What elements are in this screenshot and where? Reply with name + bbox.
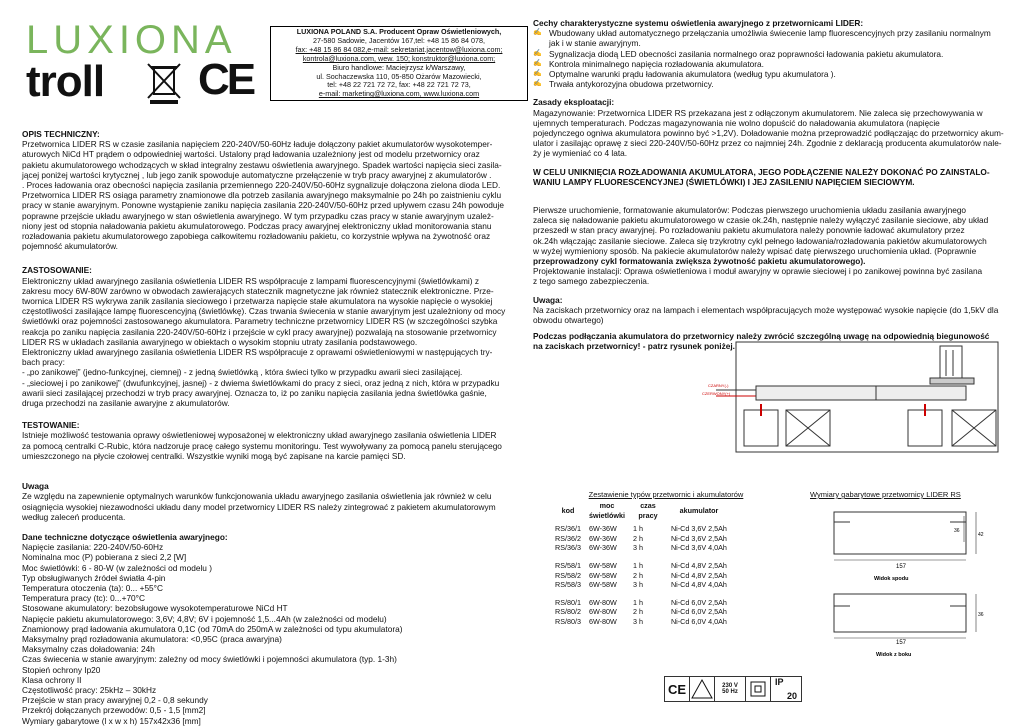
- text-line: według zaleceń producenta.: [22, 511, 126, 522]
- first-start-text: [533, 205, 1013, 287]
- address-line[interactable]: fax: +48 15 86 84 082,e-mail: sekretariat.jacentow@luxiona.com;: [295, 44, 503, 54]
- text-line: - „po zanikowej” (jedno-funkcyjnej, ciemnej) - z jedną świetlówką , która świeci tylko w przypadku awarii sieci zasilającej.: [22, 367, 463, 378]
- high-voltage-text: [533, 305, 1013, 325]
- view-caption: Widok spodu: [874, 576, 909, 582]
- zast-text: [22, 276, 522, 409]
- spec-line: Temperatura pracy (tc): 0...+70°C: [22, 593, 145, 604]
- dimension-drawing: [826, 502, 986, 662]
- text-line: zakresu mocy 6W-80W zarówno w obwodach zawierających statecznik magnetyczne jak również statecznik elektroniczne. Prze-: [22, 285, 494, 296]
- dimension-length: 157: [896, 564, 907, 570]
- table-header: kod: [561, 505, 575, 515]
- spec-line: Maksymalny czas doładowania: 24h: [22, 644, 155, 655]
- voltage-label: 230 V: [722, 683, 738, 689]
- text-line: Istnieje możliwość testowania oprawy oświetleniowej wyposażonej w elektroniczny układ awaryjnego zasilania oświetlenia LIDER: [22, 430, 497, 441]
- text-line: w wyżej wymieniony sposób. Na pakiecie akumulatorów należy wpisać datę pierwszego uruchomienia układ. (Poprawnie: [533, 245, 977, 256]
- text-line: reakcja po zaniku napięcia zasilania 220-240V/50-60Hz i przejście w cykl pracy awaryjnej) pozwalają na stosowanie przetwornicy: [22, 326, 497, 337]
- ce-mark: CE: [665, 677, 690, 701]
- address-line: 27-580 Sadowie, Jacentów 167,tel: +48 15 86 84 078,: [312, 35, 486, 45]
- section-heading: ZASTOSOWANIE:: [22, 265, 92, 276]
- storage-text: [533, 108, 1013, 159]
- text-line: Projektowanie instalacji: Oprawa oświetleniowa i moduł awaryjny w oprawie sieciowej i po zanikowej powinna być zasilana: [533, 266, 983, 277]
- address-line: LUXIONA POLAND S.A. Producent Opraw Oświetleniowych,: [296, 27, 502, 36]
- text-line: z tego samego zabezpieczenia.: [533, 276, 650, 287]
- ce-mark: CE: [198, 55, 254, 104]
- certification-marks: [664, 676, 802, 702]
- section-heading: Uwaga: [22, 481, 49, 492]
- text-line: na zaciskach przetwornicy! - patrz rysunek poniżej.: [533, 341, 735, 352]
- text-line: Elektroniczny układ awaryjnego zasilania oświetlenia LIDER RS współpracuje z oprawami oświetleniowymi w następujących try-: [22, 347, 493, 358]
- text-line: ok.24h włączając zasilanie sieciowe. Zaleca się trzykrotny cykl pełnego ładowania/rozładowania pakietów akumulatorowych: [533, 235, 987, 246]
- text-line: Ze względu na zapewnienie optymalnych warunków funkcjonowania układu awaryjnego zasilania oświetlenia jak również w celu: [22, 491, 492, 502]
- text-line: umieszczonego na płycie czołowej centralki. Wszystkie wyniki mogą być zapisane na karcie pamięci SD.: [22, 450, 406, 461]
- spec-line: Częstotliwość pracy: 25kHz – 30kHz: [22, 684, 157, 695]
- ip-label: IP: [775, 677, 784, 687]
- spec-line: Napięcie pakietu akumulatorowego: 3,6V; 4,8V; 6V i pojemność 1,5...4Ah (w zależności od modelu): [22, 613, 387, 624]
- text-line: Podczas podłączania akumulatora do przetwornicy należy zwrócić szczególną uwagę na odpowiednią biegunowość: [533, 331, 990, 342]
- text-line: WANIU LAMPY FLUORESCENCYJNEJ (ŚWIETLÓWKI) I JEJ ZASILENIU NAPIĘCIEM SIECIOWYM.: [533, 176, 915, 187]
- text-line: niony jest od stopnia naładowania pakietu akumulatorowego. Podczas pracy awaryjnej elektroniczny układ monitorowania stanu: [22, 220, 492, 231]
- spec-line: Moc świetlówki: 6 - 80-W (w zależności od modelu ): [22, 562, 212, 573]
- section-heading: Cechy charakterystyczne systemu oświetlenia awaryjnego z przetwornicami LIDER:: [533, 18, 864, 28]
- spec-line: Maksymalny prąd rozładowania akumulatora: <0,95C (praca awaryjna): [22, 633, 282, 644]
- luxiona-logo: LUXIONA: [26, 18, 237, 62]
- dimension-length: 157: [896, 640, 907, 646]
- text-line: W CELU UNIKNIĘCIA ROZŁADOWANIA AKUMULATORA, JEGO PODŁĄCZENIE NALEŻY DOKONAĆ PO ZAINSTALO-: [533, 166, 990, 177]
- table-row: RS/36/3 6W-36W 3 h Ni-Cd 3,6V 4,0Ah: [555, 543, 727, 553]
- right-column: [533, 18, 1013, 352]
- dimension-width: 42: [978, 532, 984, 538]
- address-line[interactable]: e-mail: marketing@luxiona.com, www.luxiona.com: [318, 89, 480, 99]
- ip-rating: [771, 677, 801, 701]
- section-heading: TESTOWANIE:: [22, 420, 80, 431]
- address-line: ul. Sochaczewska 110, 05-850 Ożarów Mazowiecki,: [316, 71, 482, 81]
- feature-item: ✍ Sygnalizacja diodą LED obecności zasilania normalnego oraz poprawności ładowania pakietu akumulatora.: [533, 49, 1013, 59]
- table-row: RS/36/1 6W-36W 1 h Ni-Cd 3,6V 2,5Ah: [555, 524, 727, 534]
- address-line: tel: +48 22 721 72 72, fax: +48 22 721 72 73,: [327, 80, 471, 90]
- wire-label-black: CZARNY(-): [708, 383, 729, 388]
- text-line: ujemnych temperaturach. Podczas magazynowania nie wolno dopuścić do naładowania akumulatora (napięcie: [533, 117, 940, 128]
- opis-text: [22, 139, 522, 251]
- spec-line: Wymiary gabarytowe (l x w x h) 157x42x36 [mm]: [22, 715, 201, 726]
- text-line: twornica LIDER RS wykrywa zanik zasilania sieciowego i przetwarza napięcie stałe akumulatora na wysokie napięcie o wysokiej: [22, 296, 493, 307]
- features-list: [533, 28, 1013, 89]
- table-row: RS/80/1 6W-80W 1 h Ni-Cd 6,0V 2,5Ah: [555, 597, 727, 607]
- spec-line: Nominalna moc (P) pobierana z sieci 2,2 [W]: [22, 552, 187, 563]
- text-line: za pomocą centralki C-Rubic, która nadzoruje pracę całego systemu monitoringu. Test wywoływany za pomocą panelu sterującego: [22, 440, 502, 451]
- dane-text: [22, 542, 522, 726]
- spec-line: Znamionowy prąd ładowania akumulatora 0,1C (od 70mA do 250mA w zależności od typu akumulatora): [22, 623, 403, 634]
- text-line: ulator i zasilając oprawę z sieci 220-240V/50-60Hz przez co najmniej 24h. Zgodnie z deklaracją producenta akumulatorów nale-: [533, 138, 1002, 149]
- left-column: [22, 129, 522, 726]
- text-line: jącej poniżej wartości krytycznej , lub jego zanik spowoduje automatyczne przełączenie w tryb pracy awaryjnej z akumulatorów .: [22, 169, 492, 180]
- text-line: druga przechodzi na zasilanie awaryjne z akumulatorów.: [22, 398, 230, 409]
- feature-item: ✍ Trwała antykorozyjna obudowa przetwornicy.: [533, 79, 1013, 89]
- f-triangle-icon: [690, 677, 715, 701]
- text-line: pojedynczego ogniwa akumulatora powinno być >1,2V). Doładowanie można przeprowadzić podłączając do przetwornicy akum-: [533, 128, 1004, 139]
- view-caption: Widok z boku: [876, 652, 912, 658]
- text-line: osiągnięcia wysokiej niezawodności układu dany model przetwornicy LIDER RS należy zintegrować z pakietem akumulatorowym: [22, 501, 496, 512]
- text-line: bach pracy:: [22, 357, 65, 368]
- wire-label-red: CZERWONY(+): [702, 391, 731, 396]
- ip-number: 20: [786, 691, 797, 701]
- dimensions-title: Wymiary gabarytowe przetwornicy LIDER RS: [810, 490, 961, 499]
- frequency-label: 50 Hz: [722, 689, 738, 695]
- section-heading: Uwaga:: [533, 294, 563, 305]
- text-line: przeszedł w stan pracy awaryjnej. Po rozładowaniu pakietu akumulatora należy ponownie ładować akumulatory przez: [533, 225, 965, 236]
- uwaga-text: [22, 491, 522, 522]
- text-line: aturowych NiCd HT prądem o odpowiedniej wartości. Ustalony prąd ładowania uzależniony jest od modelu przetwornicy oraz: [22, 149, 480, 160]
- table-row: RS/80/3 6W-80W 3 h Ni-Cd 6,0V 4,0Ah: [555, 616, 727, 626]
- section-heading: OPIS TECHNICZNY:: [22, 129, 100, 139]
- section-heading: Dane techniczne dotyczące oświetlenia awaryjnego:: [22, 531, 228, 542]
- table-row: RS/58/2 6W-58W 2 h Ni-Cd 4,8V 2,5Ah: [555, 570, 727, 580]
- table-title: Zestawienie typów przetwornic i akumulatorów: [588, 490, 744, 499]
- converter-table: [551, 490, 781, 627]
- table-row: RS/80/2 6W-80W 2 h Ni-Cd 6,0V 2,5Ah: [555, 607, 727, 617]
- address-line: Biuro handlowe: Maciejrzysz k/Warszawy,: [332, 62, 466, 72]
- spec-line: Przekrój dołączanych przewodów: 0,5 - 1,5 [mm2]: [22, 705, 206, 716]
- text-line: Pierwsze uruchomienie, formatowanie akumulatorów: Podczas pierwszego uruchomienia układu zasilania awaryjnego: [533, 205, 967, 216]
- address-line[interactable]: kontrola@luxiona.com, wew. 150; konstruktor@luxiona.com;: [302, 53, 496, 63]
- spec-line: Przejście w stan pracy awaryjnej 0,2 - 0,8 sekundy: [22, 695, 208, 706]
- troll-logo: troll: [26, 57, 105, 106]
- weee-bin-icon: [146, 60, 182, 104]
- table-row: RS/58/1 6W-58W 1 h Ni-Cd 4,8V 2,5Ah: [555, 560, 727, 570]
- class-ii-icon: [746, 677, 771, 701]
- text-line: awarii sieci zasilającej przechodzi w tryb pracy awaryjnej. Oznacza to, iż po zaniku napięcia zasilania jedna świetlówka gaśnie,: [22, 387, 487, 398]
- table-header-row: [551, 501, 731, 520]
- wiring-diagram: [700, 338, 1000, 460]
- text-line: ży je wymieniać co 4 lata.: [533, 148, 628, 159]
- text-line: przeprowadzony cykl formatowania zwiększa żywotność pakietu akumulatorowego).: [533, 256, 866, 267]
- address-box: [270, 26, 528, 101]
- warning-text: [533, 167, 1013, 187]
- spec-line: Klasa ochrony II: [22, 674, 82, 685]
- text-line: rozładowania pakietu akumulatorowego zapobiega całkowitemu rozładowaniu pakietu, co korzystnie wpływa na żywotność oraz: [22, 231, 491, 242]
- table-header: moc świetlówki: [589, 501, 625, 520]
- section-heading: Zasady eksploatacji:: [533, 97, 615, 108]
- table-row: RS/58/3 6W-58W 3 h Ni-Cd 4,8V 4,0Ah: [555, 580, 727, 590]
- text-line: . Proces ładowania oraz obecności napięcia zasilania przemiennego 220-240V/50-60Hz sygnalizuje dołączona zielona dioda LED.: [22, 180, 501, 191]
- spec-line: Typ obsługiwanych źródeł światła 4-pin: [22, 572, 166, 583]
- text-line: pakietu akumulatorowego wchodzących w skład integralny zestawu oświetlenia awaryjnego. Spadek wartości napięcia sieci zasila-: [22, 159, 502, 170]
- text-line: obwodu otwartego): [533, 315, 604, 326]
- text-line: częstotliwości zasilające lampę fluorescencyjną (świetlówkę). Czas trwania świecenia w stanie awaryjnym jest uzależniony od mocy: [22, 306, 506, 317]
- spec-line: Temperatura otoczenia (ta): 0... +55°C: [22, 582, 163, 593]
- dimension-height: 36: [978, 612, 984, 618]
- spec-line: Stosowane akumulatory: bezobsługowe wysokotemperaturowe NiCd HT: [22, 603, 288, 614]
- text-line: Przetwornica LIDER RS osiąga parametry znamionowe dla potrzeb zasilania awaryjnego maksymalnie po 24h po zaistnieniu cyklu: [22, 190, 502, 201]
- text-line: zaleca się naładowanie pakietu akumulatorowego w czasie ok.24h, następnie należy wyłączyć zasilanie sieciowe, aby układ: [533, 215, 989, 226]
- text-line: poprawne przejście układu awaryjnego w stan oświetlenia awaryjnego. W tym przypadku czas pracy w stanie awaryjnym uzależ-: [22, 210, 494, 221]
- spec-line: Czas świecenia w stanie awaryjnym: zależny od mocy świetlówki i pojemności akumulatora (typ. 1-3h): [22, 654, 397, 665]
- feature-item: ✍ Kontrola minimalnego napięcia rozładowania akumulatora.: [533, 59, 1013, 69]
- text-line: pojemność akumulatorów.: [22, 241, 118, 252]
- table-row: RS/36/2 6W-36W 2 h Ni-Cd 3,6V 2,5Ah: [555, 533, 727, 543]
- spec-line: Stopień ochrony Ip20: [22, 664, 101, 675]
- spec-table: [551, 501, 731, 627]
- text-line: Elektroniczny układ awaryjnego zasilania oświetlenia LIDER RS współpracuje z lampami fluorescencyjnymi (świetlówkami) z: [22, 275, 479, 286]
- text-line: świetlówki oraz pojemności zastosowanego akumulatora. Parametry techniczne przetwornicy LIDER RS (w szczególności szybka: [22, 316, 498, 327]
- text-line: - „sieciowej i po zanikowej” (dwufunkcyjnej, jasnej) - z dwiema świetlówkami do pracy z sieci, oraz jedną z nich, która w przypadku: [22, 377, 500, 388]
- text-line: Przetwornica LIDER RS w czasie zasilania napięciem 220-240V/50-60Hz ładuje dołączony pakiet akumulatorów wysokotemper-: [22, 139, 493, 150]
- text-line: pracy w stanie awaryjnym. Ponowne wystąpienie zaniku napięcia zasilania 220-240V/50-60Hz przed upływem czasu 24h powoduje: [22, 200, 504, 211]
- spec-line: Napięcie zasilania: 220-240V/50-60Hz: [22, 542, 164, 553]
- feature-item: ✍ Wbudowany układ automatycznego przełączania umożliwia świecenie lamp fluorescencyjnych przy zasilaniu normalnym jak i w stanie awaryjnym.: [533, 28, 1013, 48]
- table-header: czas pracy: [638, 501, 658, 520]
- test-text: [22, 430, 522, 461]
- text-line: LIDER RS w układach zasilania awaryjnego w obiektach o wysokim stopniu utraty zasilania podstawowego.: [22, 336, 418, 347]
- dimension-height: 36: [954, 528, 960, 534]
- table-header: akumulator: [679, 505, 719, 515]
- text-line: Na zaciskach przetwornicy oraz na lampach i elementach współpracujących może występować wysokie napięcie (do 1,5kV dla: [533, 304, 999, 315]
- text-line: Magazynowanie: Przetwornica LIDER RS przekazana jest z odłączonym akumulatorem. Nie zaleca się przechowywania w: [533, 107, 983, 118]
- feature-item: ✍ Optymalne warunki prądu ładowania akumulatora (według typu akumulatora ).: [533, 69, 1013, 79]
